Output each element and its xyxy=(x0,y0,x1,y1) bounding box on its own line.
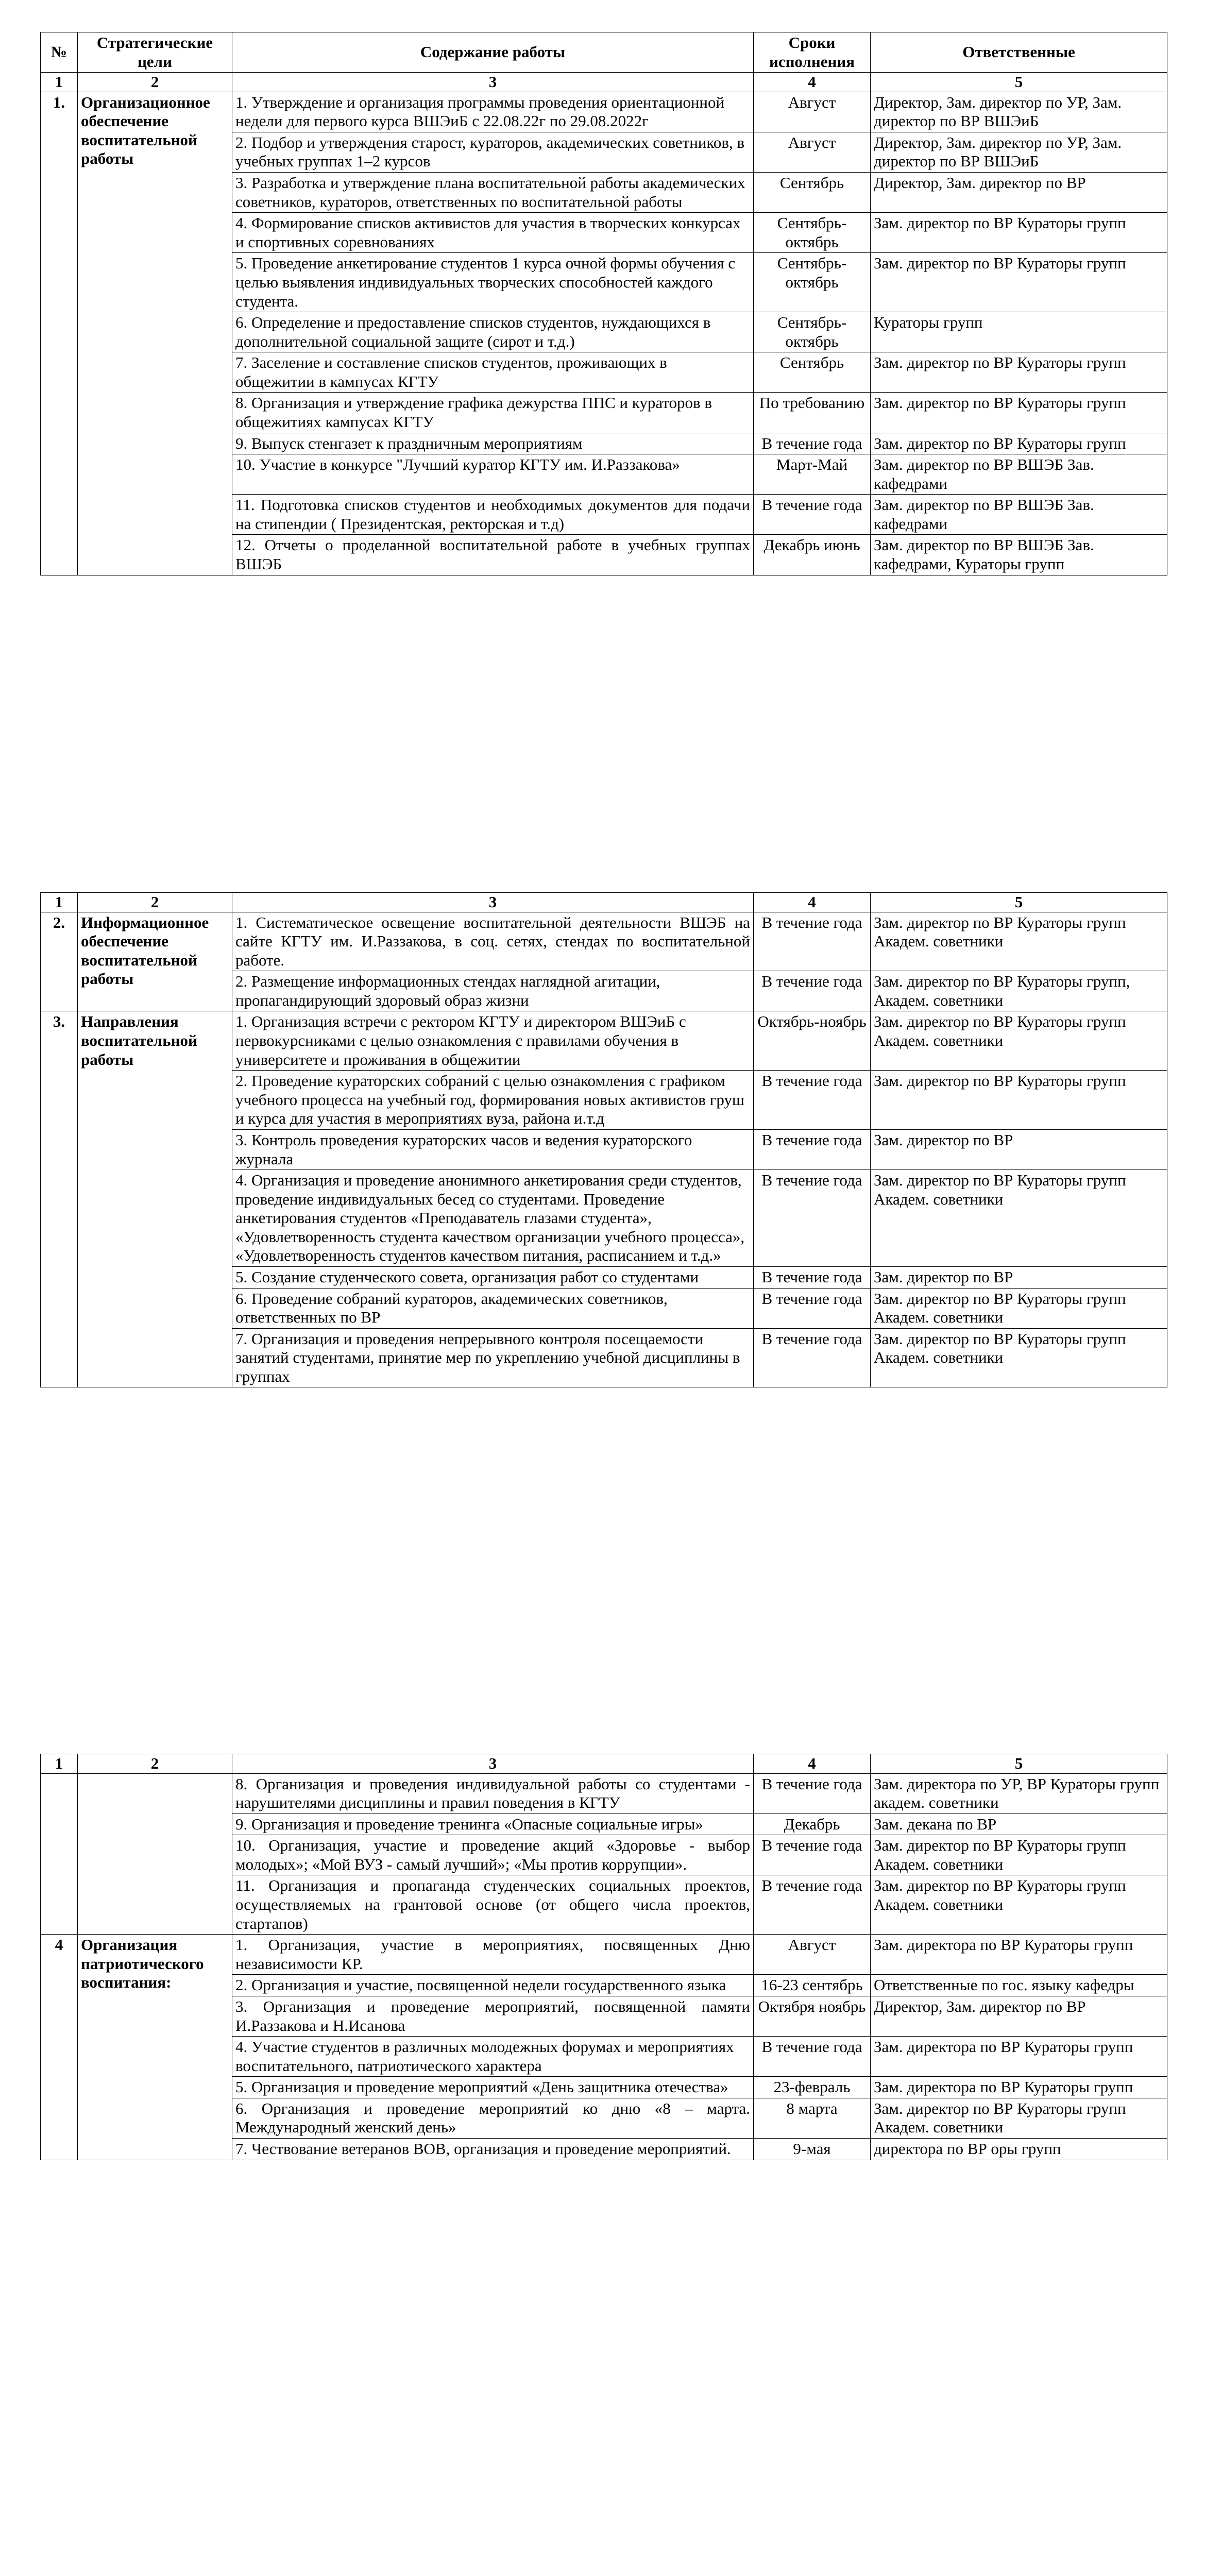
task-text: 6. Определение и предоставление списков студентов, нуждающихся в дополнительной социальной защите (сирот и т.д.) xyxy=(232,312,754,352)
task-date: Сентябрь-октябрь xyxy=(754,312,871,352)
task-text: 1. Утверждение и организация программы проведения ориентационной недели для первого курса ВШЭиБ с 22.08.22г по 29.08.2022г xyxy=(232,92,754,132)
task-resp: Зам. декана по ВР xyxy=(871,1814,1167,1835)
task-text: 2. Организация и участие, посвященной недели государственного языка xyxy=(232,1975,754,1996)
task-text: 1. Организация, участие в мероприятиях, посвященных Дню независимости КР. xyxy=(232,1935,754,1975)
header-num: № xyxy=(41,32,78,73)
section-goal: Направления воспитательной работы xyxy=(78,1011,232,1387)
task-resp: Зам. директор по ВР Кураторы групп Академ. советники xyxy=(871,1328,1167,1387)
task-date: 9-мая xyxy=(754,2138,871,2160)
task-date: Август xyxy=(754,132,871,172)
task-text: 9. Организация и проведение тренинга «Опасные социальные игры» xyxy=(232,1814,754,1835)
task-date: Декабрь июнь xyxy=(754,535,871,575)
task-date: Сентябрь xyxy=(754,173,871,213)
task-resp: Зам. директор по ВР Кураторы групп xyxy=(871,352,1167,393)
task-text: 5. Проведение анкетирование студентов 1 курса очной формы обучения с целью выявления индивидуальных творческих способностей каждого студента. xyxy=(232,253,754,312)
header-content: Содержание работы xyxy=(232,32,754,73)
task-date: В течение года xyxy=(754,1170,871,1267)
task-date: В течение года xyxy=(754,2037,871,2077)
section-num: 3. xyxy=(41,1011,78,1387)
header-row xyxy=(41,32,1167,73)
task-text: 3. Разработка и утверждение плана воспитательной работы академических советников, кураторов, ответственных по воспитательной работы xyxy=(232,173,754,213)
task-resp: Директор, Зам. директор по ВР xyxy=(871,1996,1167,2036)
plan-table-page-2 xyxy=(40,892,1167,1387)
task-date: Сентябрь-октябрь xyxy=(754,253,871,312)
task-date: В течение года xyxy=(754,912,871,971)
section-2 xyxy=(41,912,1167,971)
task-text: 3. Организация и проведение мероприятий, посвященной памяти И.Раззакова и Н.Исанова xyxy=(232,1996,754,2036)
task-date: 23-февраль xyxy=(754,2077,871,2098)
task-resp: Зам. директор по ВР Кураторы групп xyxy=(871,213,1167,253)
section-goal: Информационное обеспечение воспитательной работы xyxy=(78,912,232,1011)
task-date: Октябрь-ноябрь xyxy=(754,1011,871,1071)
plan-table-page-3 xyxy=(40,1754,1167,2160)
task-resp: Зам. директор по ВР Кураторы групп Академ. советники xyxy=(871,912,1167,971)
task-text: 1. Организация встречи с ректором КГТУ и директором ВШЭиБ с первокурсниками с целью ознакомления с правилами обучения в университете и проживания в общежитии xyxy=(232,1011,754,1071)
task-resp: Зам. директора по УР, ВР Кураторы групп академ. советники xyxy=(871,1773,1167,1814)
task-resp: Ответственные по гос. языку кафедры xyxy=(871,1975,1167,1996)
task-date: Август xyxy=(754,92,871,132)
header-dates: Сроки исполнения xyxy=(754,32,871,73)
task-resp: Кураторы групп xyxy=(871,312,1167,352)
task-text: 4. Организация и проведение анонимного анкетирования среди студентов, проведение индивидуальных бесед со студентами. Проведение анкетирования студентов «Преподаватель глазами студента», «Удовлетворенность студента качеством организации учебного процесса», «Удовлетворенность студентов качеством питания, расписанием и т.д.» xyxy=(232,1170,754,1267)
task-date: В течение года xyxy=(754,1266,871,1288)
task-date: В течение года xyxy=(754,1773,871,1814)
task-text: 11. Подготовка списков студентов и необходимых документов для подачи на стипендии ( Президентская, ректорская и т.д) xyxy=(232,495,754,535)
task-text: 4. Участие студентов в различных молодежных форумах и мероприятиях воспитательного, патриотического характера xyxy=(232,2037,754,2077)
task-resp: Директор, Зам. директор по ВР xyxy=(871,173,1167,213)
task-text: 11. Организация и пропаганда студенческих социальных проектов, осуществляемых на грантовой основе (от общего числа проектов, стартапов) xyxy=(232,1875,754,1935)
task-resp: директора по ВР оры групп xyxy=(871,2138,1167,2160)
task-text: 4. Формирование списков активистов для участия в творческих конкурсах и спортивных соревнованиях xyxy=(232,213,754,253)
task-resp: Зам. директор по ВР Кураторы групп xyxy=(871,393,1167,433)
task-date: Август xyxy=(754,1935,871,1975)
task-text: 7. Заселение и составление списков студентов, проживающих в общежитии в кампусах КГТУ xyxy=(232,352,754,393)
section-num: 2. xyxy=(41,912,78,1011)
section-num: 4 xyxy=(41,1935,78,2160)
task-text: 10. Организация, участие и проведение акций «Здоровье - выбор молодых»; «Мой ВУЗ - самый лучший»; «Мы против коррупции». xyxy=(232,1835,754,1875)
task-resp: Зам. директор по ВР Кураторы групп Академ. советники xyxy=(871,1170,1167,1267)
task-text: 6. Организация и проведение мероприятий ко дню «8 – марта. Международный женский день» xyxy=(232,2098,754,2138)
task-text: 6. Проведение собраний кураторов, академических советников, ответственных по ВР xyxy=(232,1288,754,1328)
task-date: Сентябрь-октябрь xyxy=(754,213,871,253)
task-date: В течение года xyxy=(754,1328,871,1387)
task-text: 3. Контроль проведения кураторских часов и ведения кураторского журнала xyxy=(232,1129,754,1170)
task-date: В течение года xyxy=(754,1288,871,1328)
task-text: 7. Организация и проведения непрерывного контроля посещаемости занятий студентами, принятие мер по укреплению учебной дисциплины в группах xyxy=(232,1328,754,1387)
task-resp: Зам. директора по ВР Кураторы групп xyxy=(871,2037,1167,2077)
task-resp: Зам. директор по ВР Кураторы групп xyxy=(871,1071,1167,1130)
task-date: Март-Май xyxy=(754,454,871,495)
task-text: 12. Отчеты о проделанной воспитательной работе в учебных группах ВШЭБ xyxy=(232,535,754,575)
task-date: В течение года xyxy=(754,1875,871,1935)
task-resp: Зам. директор по ВР xyxy=(871,1129,1167,1170)
task-resp: Зам. директора по ВР Кураторы групп xyxy=(871,2077,1167,2098)
section-3 xyxy=(41,1011,1167,1071)
task-text: 9. Выпуск стенгазет к праздничным мероприятиям xyxy=(232,433,754,454)
task-date: 16-23 сентябрь xyxy=(754,1975,871,1996)
task-date: В течение года xyxy=(754,433,871,454)
section-goal: Организация патриотического воспитания: xyxy=(78,1935,232,2160)
task-resp: Зам. директор по ВР ВШЭБ Зав. кафедрами, Кураторы групп xyxy=(871,535,1167,575)
task-date: 8 марта xyxy=(754,2098,871,2138)
header-goal: Стратегические цели xyxy=(78,32,232,73)
section-1 xyxy=(41,92,1167,132)
column-number-row: 1 2 3 4 5 xyxy=(41,1754,1167,1774)
task-date: В течение года xyxy=(754,1071,871,1130)
task-resp: Зам. директор по ВР Кураторы групп xyxy=(871,253,1167,312)
task-text: 8. Организация и проведения индивидуальной работы со студентами - нарушителями дисциплины и правил поведения в КГТУ xyxy=(232,1773,754,1814)
column-number-row: 1 2 3 4 5 xyxy=(41,893,1167,912)
task-text: 10. Участие в конкурсе "Лучший куратор КГТУ им. И.Раззакова» xyxy=(232,454,754,495)
column-number-row: 1 2 3 4 5 xyxy=(41,73,1167,92)
task-resp: Зам. директор по ВР ВШЭБ Зав. кафедрами xyxy=(871,454,1167,495)
task-text: 8. Организация и утверждение графика дежурства ППС и кураторов в общежитиях кампусах КГТУ xyxy=(232,393,754,433)
task-date: По требованию xyxy=(754,393,871,433)
task-date: В течение года xyxy=(754,1835,871,1875)
task-resp: Зам. директор по ВР Кураторы групп Академ. советники xyxy=(871,1011,1167,1071)
task-resp: Зам. директор по ВР Кураторы групп Академ. советники xyxy=(871,1875,1167,1935)
task-date: В течение года xyxy=(754,971,871,1011)
task-resp: Зам. директор по ВР Кураторы групп, Академ. советники xyxy=(871,971,1167,1011)
plan-table-page-1 xyxy=(40,32,1167,575)
task-date: Декабрь xyxy=(754,1814,871,1835)
task-text: 5. Создание студенческого совета, организация работ со студентами xyxy=(232,1266,754,1288)
task-resp: Зам. директора по ВР Кураторы групп xyxy=(871,1935,1167,1975)
task-date: Октября ноябрь xyxy=(754,1996,871,2036)
section-goal: Организационное обеспечение воспитательной работы xyxy=(78,92,232,575)
task-text: 2. Размещение информационных стендах наглядной агитации, пропагандирующий здоровый образ жизни xyxy=(232,971,754,1011)
task-text: 5. Организация и проведение мероприятий «День защитника отечества» xyxy=(232,2077,754,2098)
task-date: В течение года xyxy=(754,495,871,535)
task-resp: Зам. директор по ВР Кураторы групп Академ. советники xyxy=(871,2098,1167,2138)
task-resp: Директор, Зам. директор по УР, Зам. директор по ВР ВШЭиБ xyxy=(871,92,1167,132)
task-date: Сентябрь xyxy=(754,352,871,393)
section-3-continued xyxy=(41,1773,1167,1814)
task-text: 2. Проведение кураторских собраний с целью ознакомления с графиком учебного процесса на учебный год, формирования новых активистов груш и курса для участия в мероприятиях вуза, района и.т.д xyxy=(232,1071,754,1130)
task-date: В течение года xyxy=(754,1129,871,1170)
task-resp: Зам. директор по ВР xyxy=(871,1266,1167,1288)
task-resp: Зам. директор по ВР Кураторы групп Академ. советники xyxy=(871,1288,1167,1328)
task-text: 2. Подбор и утверждения старост, кураторов, академических советников, в учебных группах 1–2 курсов xyxy=(232,132,754,172)
task-text: 7. Чествование ветеранов ВОВ, организация и проведение мероприятий. xyxy=(232,2138,754,2160)
task-resp: Зам. директор по ВР ВШЭБ Зав. кафедрами xyxy=(871,495,1167,535)
task-resp: Зам. директор по ВР Кураторы групп Академ. советники xyxy=(871,1835,1167,1875)
header-resp: Ответственные xyxy=(871,32,1167,73)
task-resp: Зам. директор по ВР Кураторы групп xyxy=(871,433,1167,454)
section-num: 1. xyxy=(41,92,78,575)
task-resp: Директор, Зам. директор по УР, Зам. директор по ВР ВШЭиБ xyxy=(871,132,1167,172)
task-text: 1. Систематическое освещение воспитательной деятельности ВШЭБ на сайте КГТУ им. И.Раззакова, в соц. сетях, стендах по воспитательной работе. xyxy=(232,912,754,971)
section-4 xyxy=(41,1935,1167,1975)
